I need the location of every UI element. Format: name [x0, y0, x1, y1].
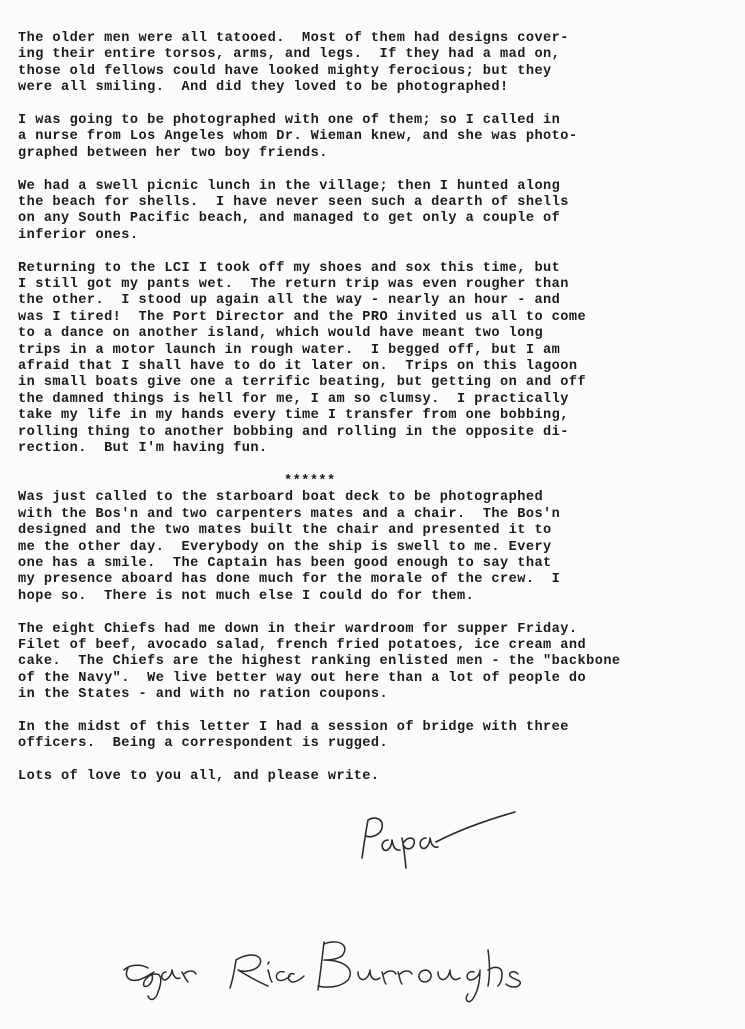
full-signature-icon: [118, 930, 578, 1010]
paragraph-bridge-session: In the midst of this letter I had a session of bridge with three officers. Being a correspondent is rugged.: [18, 719, 569, 752]
typed-letter-body: [18, 31, 738, 802]
papa-signature-icon: [350, 806, 520, 876]
section-divider: ******: [284, 473, 336, 489]
paragraph-boat-deck-chair: Was just called to the starboard boat deck to be photographed with the Bos'n and two carpenters mates and a chair. The Bos'n designed and the two mates built the chair and presented it to me the other day. Everybody on the ship is swell to me. Every one has a smile. The Captain has been good enough to say that my presence aboard has done much for the morale of the crew. I hope so. There is not much else I could do for them.: [18, 490, 561, 604]
paragraph-return-trip: Returning to the LCI I took off my shoes and sox this time, but I still got my pants wet. The return trip was even rougher than the other. I stood up again all the way - nearly an hour - and was I tired! The Port Director and the PRO invited us all to come to a dance on another island, which would have meant two long trips in a motor launch in rough water. I begged off, but I am afraid that I shall have to do it later on. Trips on this lagoon in small boats give one a terrific beating, but getting on and off the damned things is hell for me, I am so clumsy. I practically take my life in my hands every time I transfer from one bobbing, rolling thing to another bobbing and rolling in the opposite di- rection. But I'm having fun.: [18, 260, 587, 457]
signature-edgar-rice-burroughs: [118, 930, 578, 1010]
paragraph-chiefs-supper: The eight Chiefs had me down in their wardroom for supper Friday. Filet of beef, avocado salad, french fried potatoes, ice cream and cake. The Chiefs are the highest ranking enlisted men - the "backbone of the Navy". We live better way out here than a lot of people do in the States - and with no ration coupons.: [18, 621, 621, 703]
paragraph-photographed: I was going to be photographed with one of them; so I called in a nurse from Los Angeles whom Dr. Wieman knew, and she was photo- graphed between her two boy friends.: [18, 113, 578, 161]
paragraph-tattooed-men: The older men were all tatooed. Most of them had designs cover- ing their entire torsos, arms, and legs. If they had a mad on, those old fellows could have looked mighty ferocious; but they were all smiling. And did they loved to be photographed!: [18, 31, 569, 96]
signature-papa: [350, 806, 520, 876]
paragraph-picnic-lunch: We had a swell picnic lunch in the village; then I hunted along the beach for shells. I have never seen such a dearth of shells on any South Pacific beach, and managed to get only a couple of inferior ones.: [18, 178, 569, 243]
paragraph-closing: Lots of love to you all, and please write.: [18, 769, 380, 785]
